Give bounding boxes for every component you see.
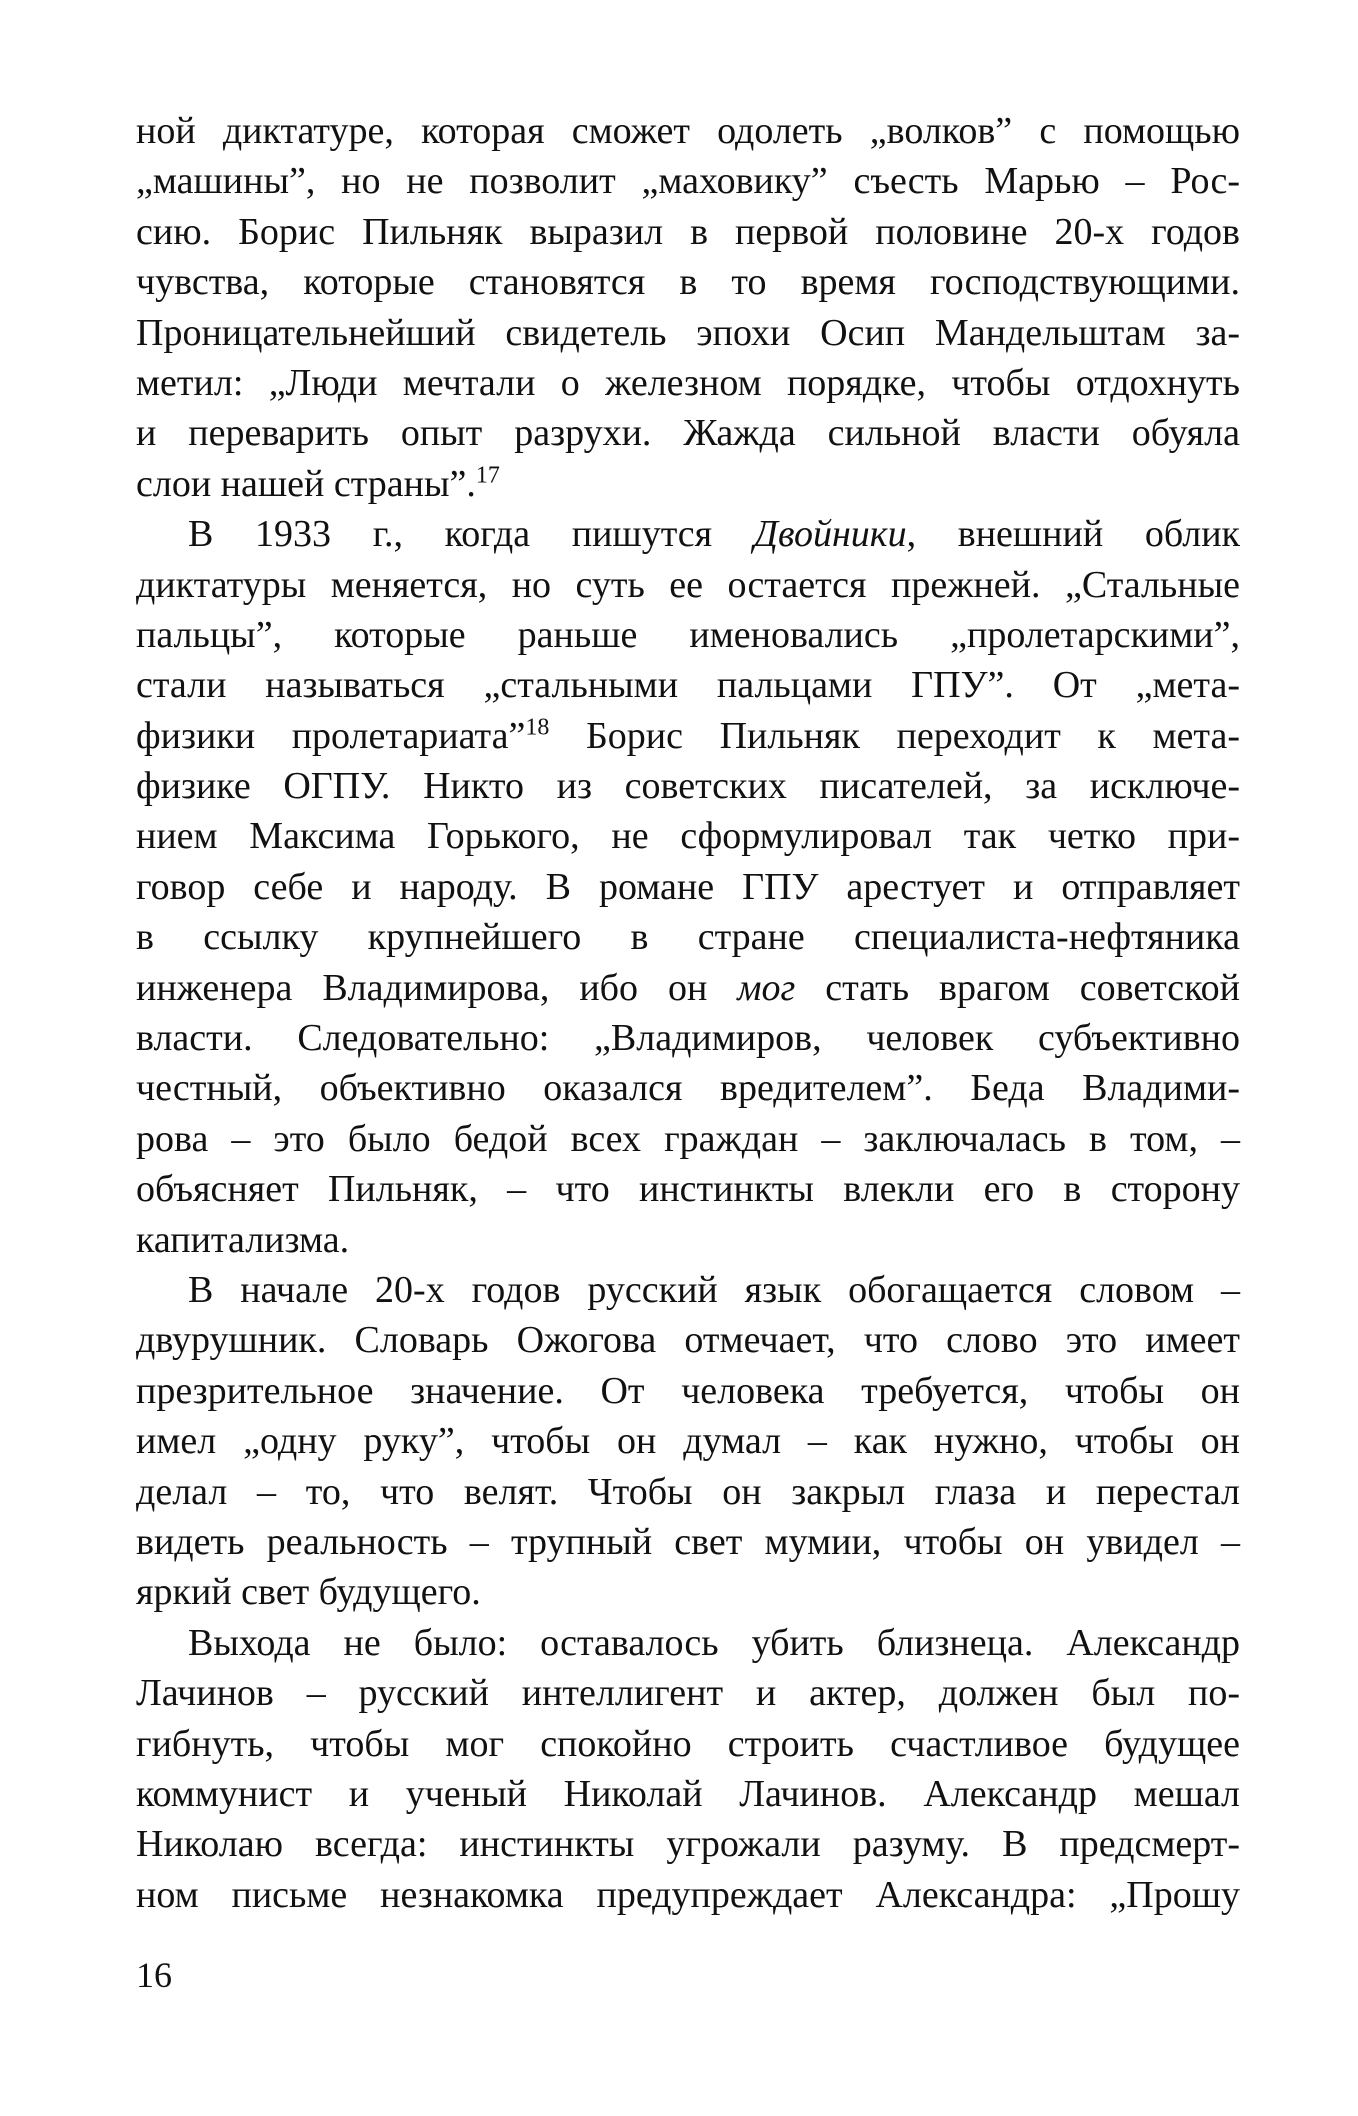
text-line: чувства, которые становятся в то время господствующими. bbox=[136, 261, 1240, 304]
text-line: честный, объективно оказался вредителем”. Беда Владими- bbox=[136, 1067, 1240, 1110]
text-line: ном письме незнакомка предупреждает Александра: „Прошу bbox=[136, 1873, 1240, 1916]
text-line bbox=[136, 459, 1240, 509]
text-line: ной диктатуре, которая сможет одолеть „волков” с помощью bbox=[136, 110, 1240, 152]
book-title-italic: Двойники bbox=[753, 513, 907, 556]
text-line: власти. Следовательно: „Владимиров, человек субъективно bbox=[136, 1017, 1240, 1060]
page-number: 16 bbox=[136, 1955, 172, 1995]
paragraph-2 bbox=[136, 509, 1240, 1265]
text-line bbox=[136, 509, 1240, 559]
italic-word: мог bbox=[737, 966, 796, 1009]
text-line: сию. Борис Пильняк выразил в первой половине 20-х годов bbox=[136, 210, 1240, 253]
text-segment: Борис Пильняк переходит к мета- bbox=[549, 714, 1241, 757]
text-line: яркий свет будущего. bbox=[136, 1571, 481, 1614]
text-line: метил: „Люди мечтали о железном порядке, чтобы отдохнуть bbox=[136, 361, 1240, 404]
text-line: диктатуры меняется, но суть ее остается прежней. „Стальные bbox=[136, 563, 1240, 606]
text-line: объясняет Пильняк, – что инстинкты влекли его в сторону bbox=[136, 1168, 1240, 1211]
text-line: капитализма. bbox=[136, 1218, 350, 1261]
text-line: Проницательнейший свидетель эпохи Осип Мандельштам за- bbox=[136, 311, 1240, 354]
text-line: в ссылку крупнейшего в стране специалиста-нефтяника bbox=[136, 916, 1240, 959]
text-line: стали называться „стальными пальцами ГПУ”. От „мета- bbox=[136, 664, 1240, 707]
text-line: Николаю всегда: инстинкты угрожали разуму. В предсмерт- bbox=[136, 1823, 1240, 1866]
text-line: говор себе и народу. В романе ГПУ арестует и отправляет bbox=[136, 865, 1240, 908]
text-line: двурушник. Словарь Ожогова отмечает, что слово это имеет bbox=[136, 1319, 1240, 1362]
paragraph-1 bbox=[136, 106, 1240, 509]
footnote-ref: 18 bbox=[525, 714, 550, 741]
text-line-content: слои нашей страны”. bbox=[136, 462, 476, 505]
text-line bbox=[136, 711, 1240, 761]
text-segment: , внешний облик bbox=[906, 513, 1240, 556]
text-segment: стать врагом советской bbox=[795, 966, 1240, 1009]
text-line: нием Максима Горького, не сформулировал так четко при- bbox=[136, 815, 1240, 858]
paragraph-4 bbox=[136, 1618, 1240, 1920]
text-line: физике ОГПУ. Никто из советских писателей, за исключе- bbox=[136, 765, 1240, 808]
text-line: пальцы”, которые раньше именовались „пролетарскими”, bbox=[136, 613, 1240, 656]
text-line: Выхода не было: оставалось убить близнеца. Александр bbox=[188, 1621, 1240, 1664]
text-segment: физики пролетариата” bbox=[136, 714, 526, 757]
text-segment: В 1933 г., когда пишутся bbox=[188, 513, 754, 556]
text-line: делал – то, что велят. Чтобы он закрыл глаза и перестал bbox=[136, 1470, 1240, 1513]
text-line: видеть реальность – трупный свет мумии, чтобы он увидел – bbox=[136, 1520, 1240, 1563]
text-line: имел „одну руку”, чтобы он думал – как нужно, чтобы он bbox=[136, 1420, 1240, 1463]
text-line: В начале 20-х годов русский язык обогащается словом – bbox=[188, 1268, 1240, 1311]
text-line: и переварить опыт разрухи. Жажда сильной власти обуяла bbox=[136, 412, 1240, 455]
paragraph-3 bbox=[136, 1265, 1240, 1618]
page-body bbox=[136, 106, 1240, 1920]
text-line: коммунист и ученый Николай Лачинов. Александр мешал bbox=[136, 1772, 1240, 1815]
text-line: Лачинов – русский интеллигент и актер, должен был по- bbox=[136, 1672, 1240, 1715]
text-line: гибнуть, чтобы мог спокойно строить счастливое будущее bbox=[136, 1722, 1240, 1765]
text-segment: инженера Владимирова, ибо он bbox=[136, 966, 738, 1009]
text-line: „машины”, но не позволит „маховику” съесть Марью – Рос- bbox=[136, 160, 1240, 203]
footnote-ref: 17 bbox=[475, 462, 500, 489]
text-line bbox=[136, 963, 1240, 1013]
text-line: презрительное значение. От человека требуется, чтобы он bbox=[136, 1369, 1240, 1412]
text-line: рова – это было бедой всех граждан – заключалась в том, – bbox=[136, 1117, 1240, 1160]
